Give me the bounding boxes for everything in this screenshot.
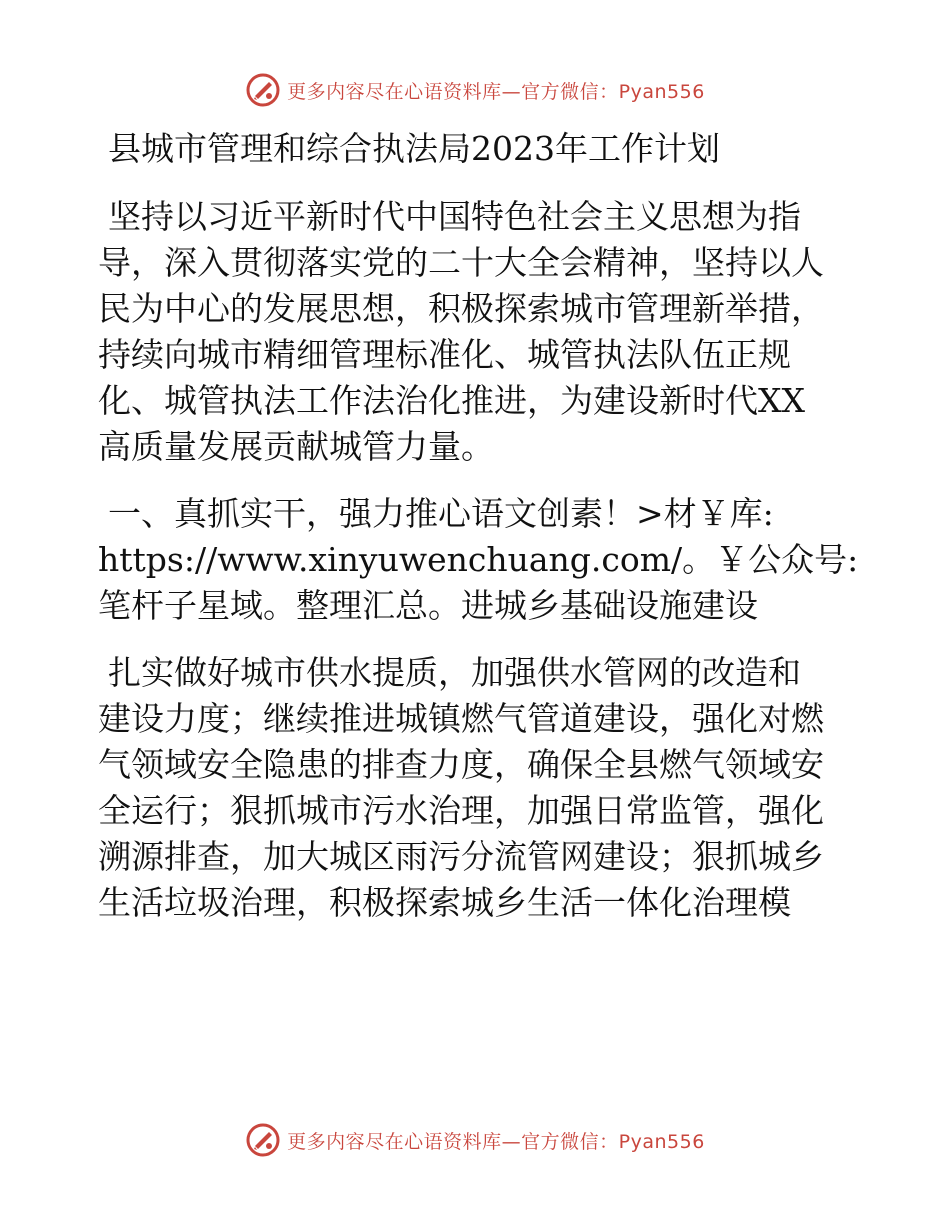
- text-line: 生活垃圾治理，积极探索城乡生活一体化治理模: [98, 883, 791, 922]
- watermark-header: [0, 72, 950, 108]
- watermark-text: 更多内容尽在心语资料库—官方微信：Pyan556: [287, 1130, 705, 1153]
- text-line: 持续向城市精细管理标准化、城管执法队伍正规: [98, 335, 791, 374]
- text-line: 气领域安全隐患的排查力度，确保全县燃气领域安: [98, 745, 824, 784]
- text-line: 一、真抓实干，强力推心语文创素！>材￥库:: [108, 494, 774, 533]
- text-line: 全运行；狠抓城市污水治理，加强日常监管，强化: [98, 791, 824, 830]
- text-line: 笔杆子星域。整理汇总。进城乡基础设施建设: [98, 586, 758, 625]
- document-body: [98, 124, 858, 947]
- text-line: 高质量发展贡献城管力量。: [98, 427, 494, 466]
- text-line: 溯源排查，加大城区雨污分流管网建设；狠抓城乡: [98, 837, 824, 876]
- text-line: 建设力度；继续推进城镇燃气管道建设，强化对燃: [98, 699, 824, 738]
- text-line: 坚持以习近平新时代中国特色社会主义思想为指: [108, 197, 801, 236]
- text-line: 导，深入贯彻落实党的二十大全会精神，坚持以人: [98, 243, 824, 282]
- paragraph-infrastructure: [98, 650, 858, 926]
- text-line: 民为中心的发展思想，积极探索城市管理新举措，: [98, 289, 824, 328]
- text-line: https://www.xinyuwenchuang.com/。￥公众号:: [98, 540, 859, 579]
- document-title: 县城市管理和综合执法局2023年工作计划: [108, 129, 720, 168]
- paragraph-intro: [98, 194, 858, 470]
- paragraph-section-heading: [98, 491, 858, 629]
- text-line: 扎实做好城市供水提质，加强供水管网的改造和: [108, 653, 801, 692]
- writing-hand-logo-icon: [245, 72, 281, 108]
- watermark-text: 更多内容尽在心语资料库—官方微信：Pyan556: [287, 80, 705, 103]
- writing-hand-logo-icon: [245, 1122, 281, 1158]
- watermark-footer: [0, 1122, 950, 1158]
- text-line: 化、城管执法工作法治化推进，为建设新时代XX: [98, 381, 805, 420]
